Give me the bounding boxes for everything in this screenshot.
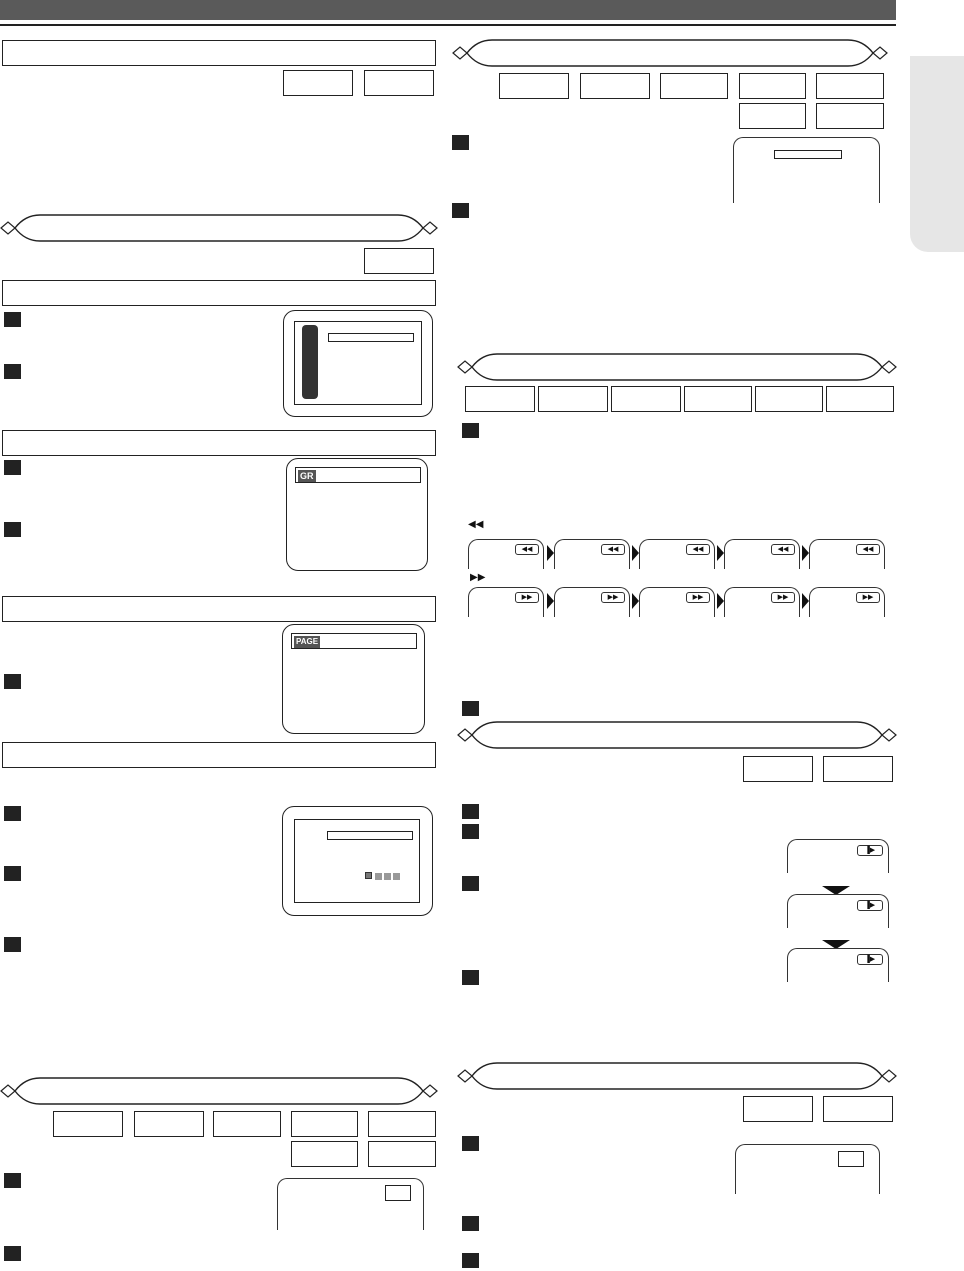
disc-icon-box bbox=[364, 70, 434, 96]
slow-indicator: ▐▶ bbox=[857, 954, 883, 965]
sequence-arrow bbox=[632, 593, 639, 609]
fast-forward-indicator: ▶▶ bbox=[686, 592, 710, 603]
disc-icon-box bbox=[53, 1111, 123, 1137]
disc-icon-box bbox=[684, 386, 752, 412]
section-header-arrow-right-2 bbox=[457, 352, 897, 382]
disc-icon-box bbox=[538, 386, 608, 412]
speed-frame bbox=[468, 587, 544, 617]
disc-icon-box bbox=[580, 73, 650, 99]
step-marker bbox=[4, 522, 21, 537]
disc-icon-box bbox=[826, 386, 894, 412]
step-marker bbox=[462, 1136, 479, 1151]
disc-icon-box bbox=[364, 248, 434, 274]
menu-highlight-bar bbox=[328, 333, 414, 342]
speed-frame bbox=[468, 539, 544, 569]
step-marker bbox=[4, 364, 21, 379]
disc-icon-box bbox=[213, 1111, 281, 1137]
slow-indicator: ▐▶ bbox=[857, 845, 883, 856]
step-marker bbox=[4, 1246, 21, 1261]
disc-icon-box bbox=[283, 70, 353, 96]
step-marker bbox=[462, 1216, 479, 1231]
group-screen bbox=[286, 458, 428, 571]
subsection-header bbox=[2, 430, 436, 456]
indicator-square bbox=[365, 872, 372, 879]
side-language-tab bbox=[910, 56, 964, 252]
disc-icon-box bbox=[465, 386, 535, 412]
step-marker bbox=[4, 460, 21, 475]
tv-screen-fragment bbox=[733, 137, 880, 203]
sequence-arrow bbox=[802, 545, 809, 561]
angle-screen bbox=[282, 806, 433, 916]
remote-control-icon bbox=[302, 325, 318, 399]
tv-screen-fragment bbox=[277, 1178, 424, 1230]
slow-frame bbox=[787, 894, 889, 928]
speed-frame bbox=[639, 539, 715, 569]
menu-highlight-bar bbox=[327, 831, 413, 840]
step-marker bbox=[4, 1173, 21, 1188]
fast-forward-indicator: ▶▶ bbox=[771, 592, 795, 603]
indicator-square bbox=[393, 873, 400, 880]
speed-frame bbox=[809, 587, 885, 617]
sequence-arrow bbox=[547, 545, 554, 561]
speed-frame bbox=[724, 587, 800, 617]
page-badge: PAGE bbox=[296, 637, 319, 646]
rewind-icon: ◀◀ bbox=[468, 519, 484, 530]
section-header-left-1 bbox=[2, 40, 436, 66]
sequence-arrow bbox=[717, 545, 724, 561]
step-marker bbox=[462, 824, 479, 839]
step-marker bbox=[4, 806, 21, 821]
rewind-sequence bbox=[466, 537, 890, 571]
disc-icon-box bbox=[755, 386, 823, 412]
section-header-arrow-right-4 bbox=[457, 1061, 897, 1091]
step-marker bbox=[4, 937, 21, 952]
disc-icon-box bbox=[368, 1111, 436, 1137]
indicator-square bbox=[375, 873, 382, 880]
step-marker bbox=[452, 203, 469, 218]
indicator-square bbox=[384, 873, 391, 880]
section-header-arrow-right-3 bbox=[457, 720, 897, 750]
step-marker bbox=[462, 970, 479, 985]
slow-frame bbox=[787, 948, 889, 982]
speed-frame bbox=[809, 539, 885, 569]
rewind-indicator: ◀◀ bbox=[515, 544, 539, 555]
rewind-indicator: ◀◀ bbox=[601, 544, 625, 555]
menu-screen-remote bbox=[283, 310, 433, 417]
rewind-indicator: ◀◀ bbox=[686, 544, 710, 555]
fast-forward-icon: ▶▶ bbox=[470, 572, 486, 583]
disc-icon-box bbox=[816, 73, 884, 99]
disc-icon-box bbox=[291, 1111, 358, 1137]
sequence-arrow bbox=[802, 593, 809, 609]
group-badge: GR bbox=[300, 471, 314, 481]
tv-screen-fragment bbox=[735, 1144, 880, 1194]
sequence-arrow bbox=[632, 545, 639, 561]
step-marker bbox=[462, 1253, 479, 1268]
step-marker bbox=[452, 135, 469, 150]
disc-icon-box bbox=[743, 756, 813, 782]
step-marker bbox=[4, 312, 21, 327]
fast-forward-indicator: ▶▶ bbox=[515, 592, 539, 603]
slow-frame bbox=[787, 839, 889, 873]
subsection-header bbox=[2, 280, 436, 306]
sequence-arrow bbox=[547, 593, 554, 609]
step-marker bbox=[462, 423, 479, 438]
disc-icon-box bbox=[823, 1096, 893, 1122]
speed-frame bbox=[724, 539, 800, 569]
fast-forward-indicator: ▶▶ bbox=[856, 592, 880, 603]
disc-icon-box bbox=[823, 756, 893, 782]
step-marker bbox=[4, 866, 21, 881]
rewind-indicator: ◀◀ bbox=[856, 544, 880, 555]
disc-icon-box bbox=[291, 1141, 358, 1167]
speed-frame bbox=[554, 587, 630, 617]
slow-indicator: ▐▶ bbox=[857, 900, 883, 911]
step-marker bbox=[4, 674, 21, 689]
fast-forward-sequence bbox=[466, 585, 890, 619]
disc-icon-box bbox=[816, 103, 884, 129]
disc-icon-box bbox=[739, 73, 806, 99]
speed-frame bbox=[554, 539, 630, 569]
disc-icon-box bbox=[611, 386, 681, 412]
section-header-arrow-left-3 bbox=[0, 1076, 438, 1106]
sequence-arrow bbox=[717, 593, 724, 609]
step-marker bbox=[462, 876, 479, 891]
disc-icon-box bbox=[134, 1111, 204, 1137]
disc-icon-box bbox=[743, 1096, 813, 1122]
rewind-indicator: ◀◀ bbox=[771, 544, 795, 555]
top-header-rule bbox=[0, 24, 896, 26]
disc-icon-box bbox=[660, 73, 728, 99]
subsection-header bbox=[2, 742, 436, 768]
disc-icon-box bbox=[739, 103, 806, 129]
step-marker bbox=[462, 804, 479, 819]
step-marker bbox=[462, 701, 479, 716]
fast-forward-indicator: ▶▶ bbox=[601, 592, 625, 603]
section-header-arrow-right-1 bbox=[452, 38, 888, 68]
speed-frame bbox=[639, 587, 715, 617]
section-header-arrow-left-2 bbox=[0, 213, 438, 243]
disc-icon-box bbox=[368, 1141, 436, 1167]
top-header-bar bbox=[0, 0, 896, 20]
page-screen bbox=[282, 624, 425, 734]
disc-icon-box bbox=[499, 73, 569, 99]
subsection-header bbox=[2, 596, 436, 622]
